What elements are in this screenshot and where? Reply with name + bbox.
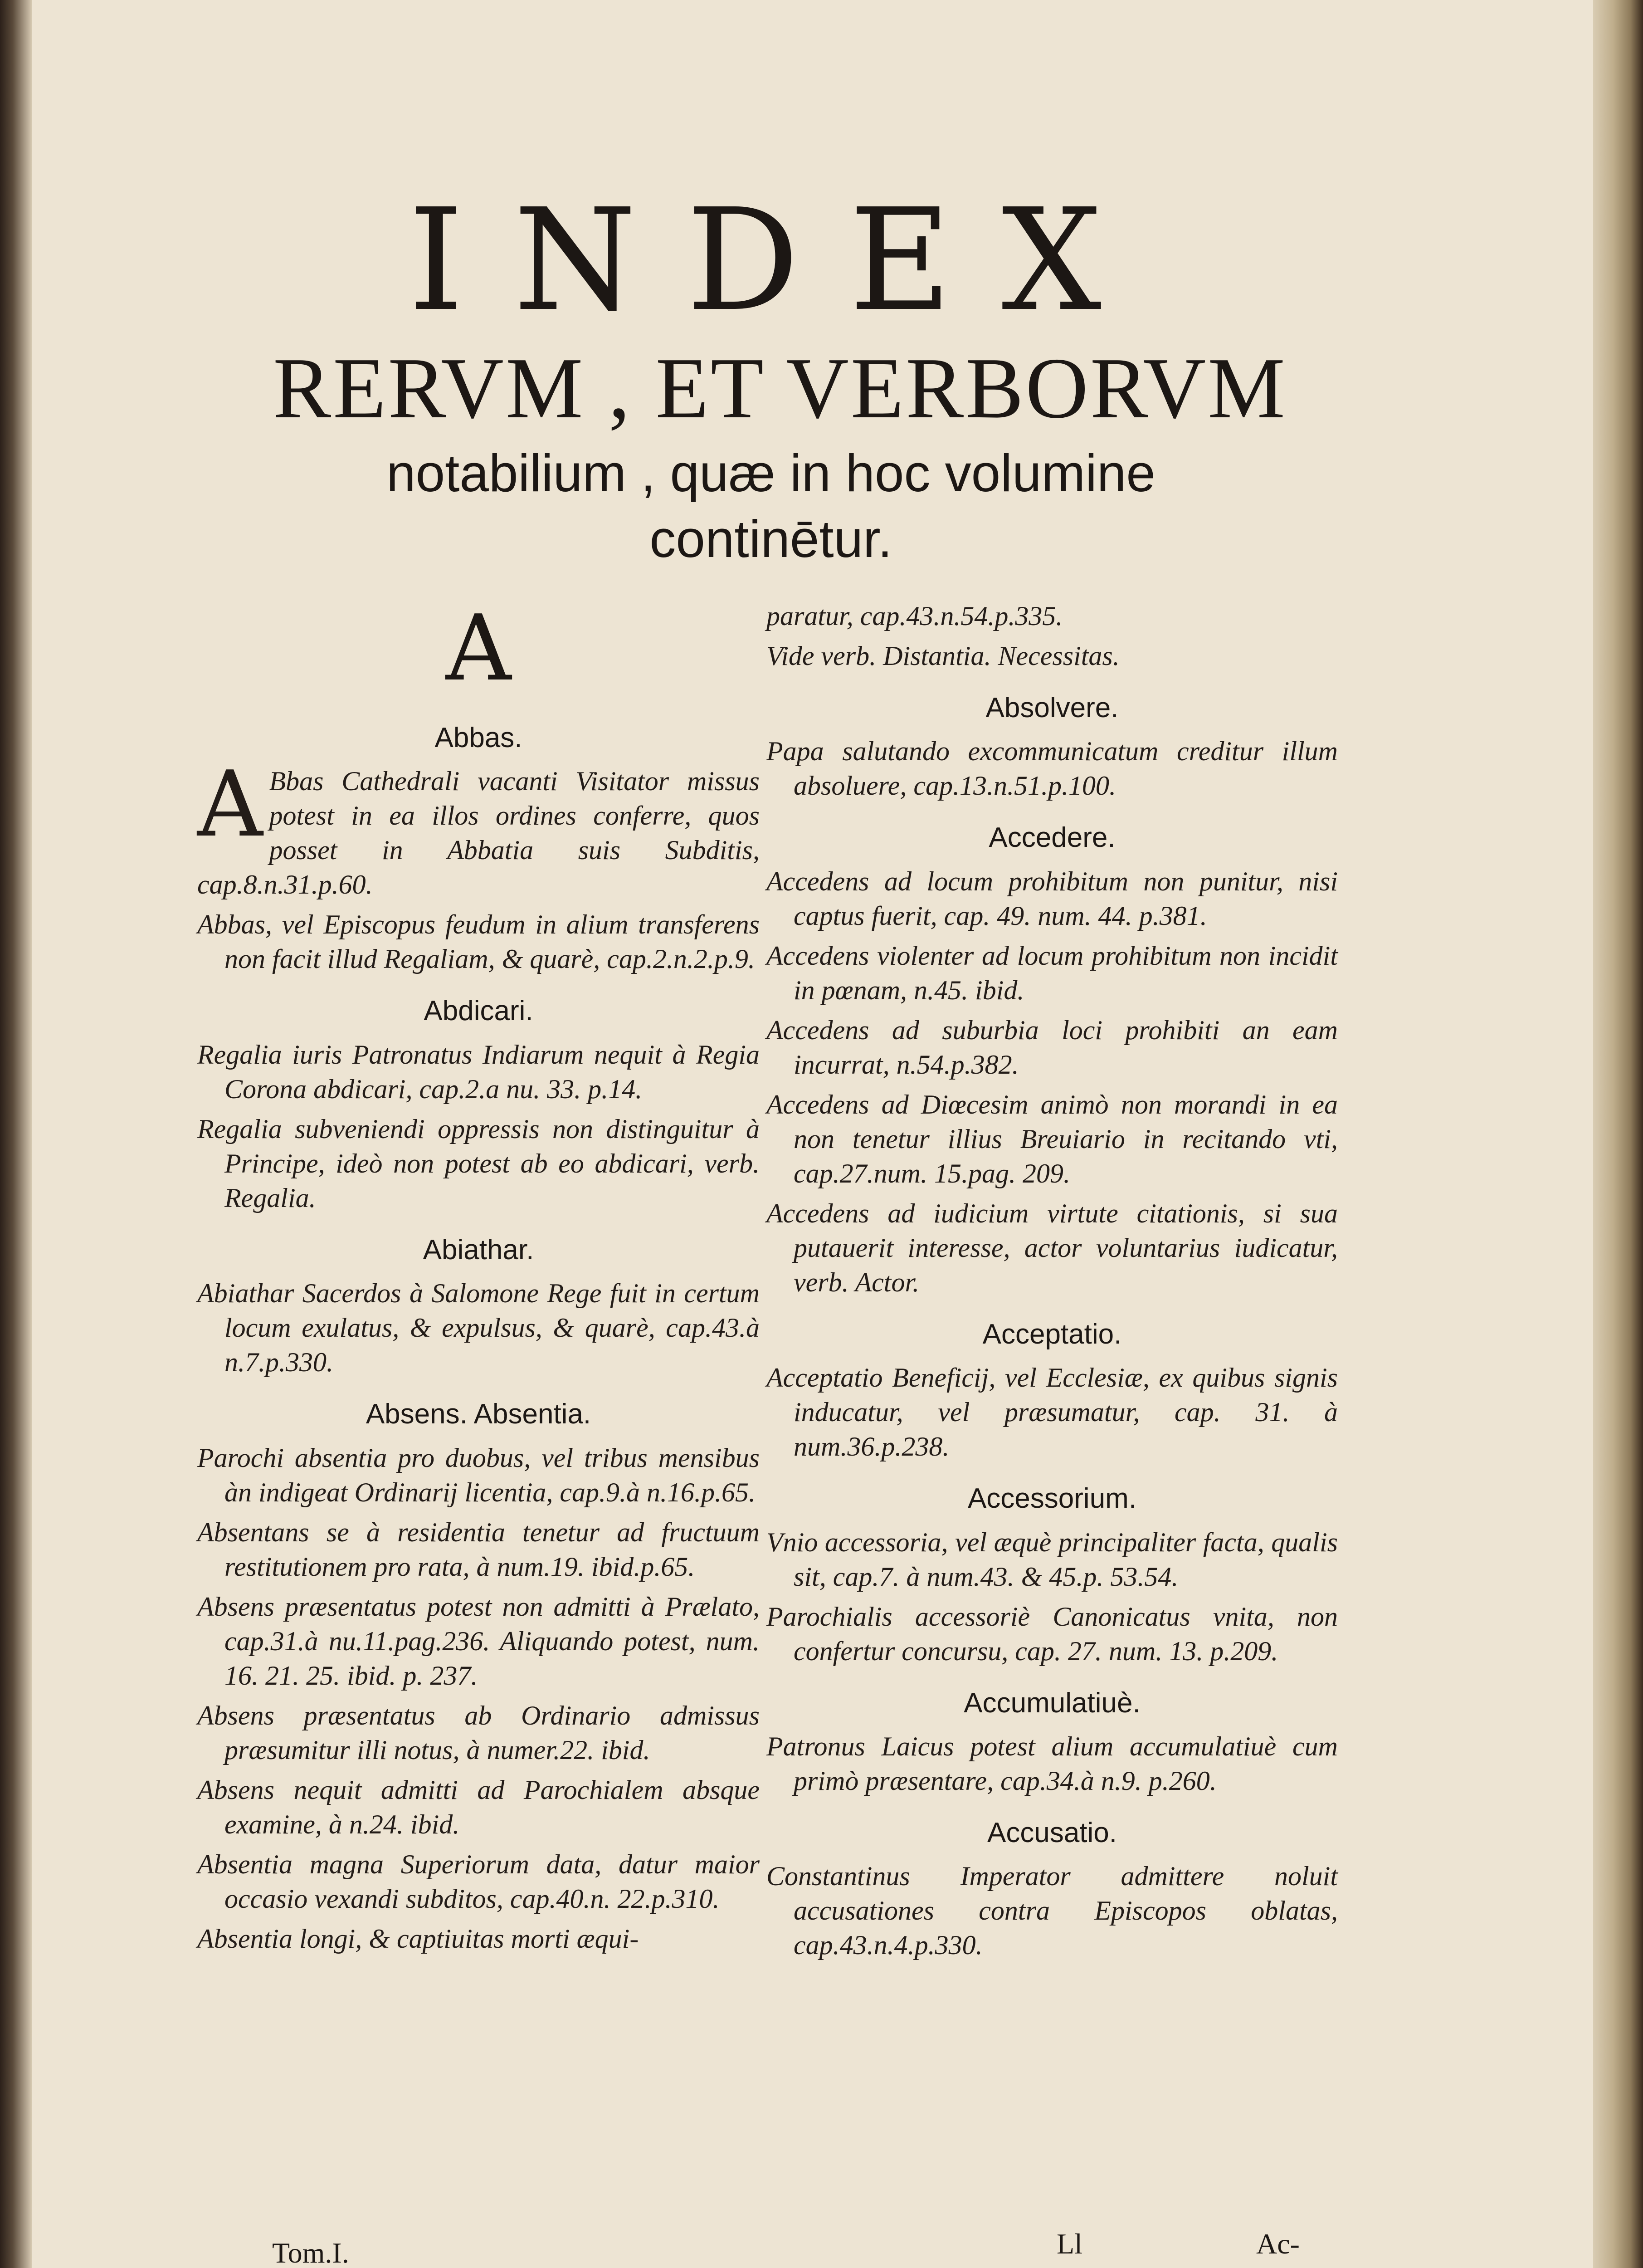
index-entry: Accedens violenter ad locum prohibitum non incidit in pœnam, n.45. ibid.: [766, 940, 1338, 1005]
index-entry: Patronus Laicus potest alium accumulatiuè cum primò præsentare, cap.34.à n.9. p.260.: [766, 1731, 1338, 1796]
entry-heading: Accedere.: [989, 822, 1116, 854]
right-column: [766, 599, 1338, 1968]
index-entry: Constantinus Imperator admittere noluit accusationes contra Episcopos oblatas, cap.43.n.4.p.330.: [766, 1861, 1338, 1960]
entry-heading: Absens. Absentia.: [366, 1398, 591, 1430]
index-entry: Absens præsentatus ab Ordinario admissus præsumitur illi notus, à numer.22. ibid.: [197, 1700, 760, 1765]
title-subtitle-end: continētur.: [649, 509, 892, 568]
page-edge: [1593, 0, 1643, 2268]
index-entry: Parochialis accessoriè Canonicatus vnita, non confertur concursu, cap. 27. num. 13. p.209.: [766, 1601, 1338, 1666]
title-rerum-verborum: RERVM , ET VERBORVM: [273, 340, 1287, 436]
entry-heading: Accessorium.: [967, 1483, 1137, 1515]
entry-heading: Accusatio.: [987, 1817, 1117, 1848]
index-entry: Absentia magna Superiorum data, datur maior occasio vexandi subditos, cap.40.n. 22.p.310.: [197, 1849, 760, 1914]
index-entry: Regalia subveniendi oppressis non distinguitur à Principe, ideò non potest ab eo abdicari, verb. Regalia.: [197, 1114, 760, 1213]
entry-heading: Abdicari.: [424, 995, 533, 1027]
index-entry: Vnio accessoria, vel æquè principaliter facta, qualis sit, cap.7. à num.43. & 45.p. 53.54.: [766, 1527, 1338, 1592]
entry-heading: Accumulatiuè.: [964, 1687, 1141, 1719]
index-entry: Absens præsentatus potest non admitti à Prælato, cap.31.à nu.11.pag.236. Aliquando potest, num. 16. 21. 25. ibid. p. 237.: [197, 1591, 760, 1691]
index-entry: Absens nequit admitti ad Parochialem absque examine, à n.24. ibid.: [197, 1774, 760, 1839]
index-entry: ABbas Cathedrali vacanti Visitator missus potest in ea illos ordines conferre, quos posset in Abbatia suis Subditis, cap.8.n.31.p.60.: [197, 752, 760, 900]
index-entry: Accedens ad Diœcesim animò non morandi in ea non tenetur illius Breuiario in recitando vti, cap.27.num. 15.pag. 209.: [766, 1089, 1338, 1188]
title-index: INDEX: [408, 179, 1152, 342]
index-entry: Abbas, vel Episcopus feudum in alium transferens non facit illud Regaliam, & quarè, cap.2.n.2.p.9.: [197, 909, 760, 974]
section-letter: A: [445, 596, 512, 701]
index-entry: Absentia longi, & captiuitas morti æqui-: [197, 1923, 639, 1954]
entry-heading: Abbas.: [434, 722, 522, 753]
index-entry: Absentans se à residentia tenetur ad fructuum restitutionem pro rata, à num.19. ibid.p.65.: [197, 1517, 760, 1582]
title-subtitle: notabilium , quæ in hoc volumine: [386, 444, 1155, 503]
gutter-shadow: [0, 0, 32, 2268]
catchword: Ac-: [1256, 2228, 1300, 2260]
index-entry: Accedens ad suburbia loci prohibiti an eam incurrat, n.54.p.382.: [766, 1015, 1338, 1080]
index-entry-continuation: paratur, cap.43.n.54.p.335.: [766, 601, 1063, 631]
index-entry: Parochi absentia pro duobus, vel tribus mensibus àn indigeat Ordinarij licentia, cap.9.à n.16.p.65.: [197, 1442, 760, 1507]
entry-heading: Abiathar.: [423, 1234, 534, 1266]
signature-mark: Ll: [1057, 2228, 1082, 2260]
index-entry: Accedens ad locum prohibitum non punitur, nisi captus fuerit, cap. 49. num. 44. p.381.: [766, 866, 1338, 931]
index-entry: Regalia iuris Patronatus Indiarum nequit à Regia Corona abdicari, cap.2.a nu. 33. p.14.: [197, 1039, 760, 1104]
index-entry: Papa salutando excommunicatum creditur illum absoluere, cap.13.n.51.p.100.: [766, 736, 1338, 801]
index-entry: Accedens ad iudicium virtute citationis, si sua putauerit interesse, actor voluntarius iudicatur, verb. Actor.: [766, 1198, 1338, 1297]
index-entry: Acceptatio Beneficij, vel Ecclesiæ, ex quibus signis inducatur, vel præsumatur, cap. 31. à num.36.p.238.: [766, 1363, 1338, 1462]
entry-heading: Acceptatio.: [982, 1318, 1122, 1350]
index-entry: Abiathar Sacerdos à Salomone Rege fuit in certum locum exulatus, & expulsus, & quarè, cap.43.à n.7.p.330.: [197, 1278, 760, 1378]
entry-heading: Absolvere.: [985, 692, 1119, 723]
index-entry-see-also: Vide verb. Distantia. Necessitas.: [766, 641, 1120, 671]
left-column: [197, 596, 760, 1961]
volume-mark: Tom.I.: [272, 2237, 349, 2268]
